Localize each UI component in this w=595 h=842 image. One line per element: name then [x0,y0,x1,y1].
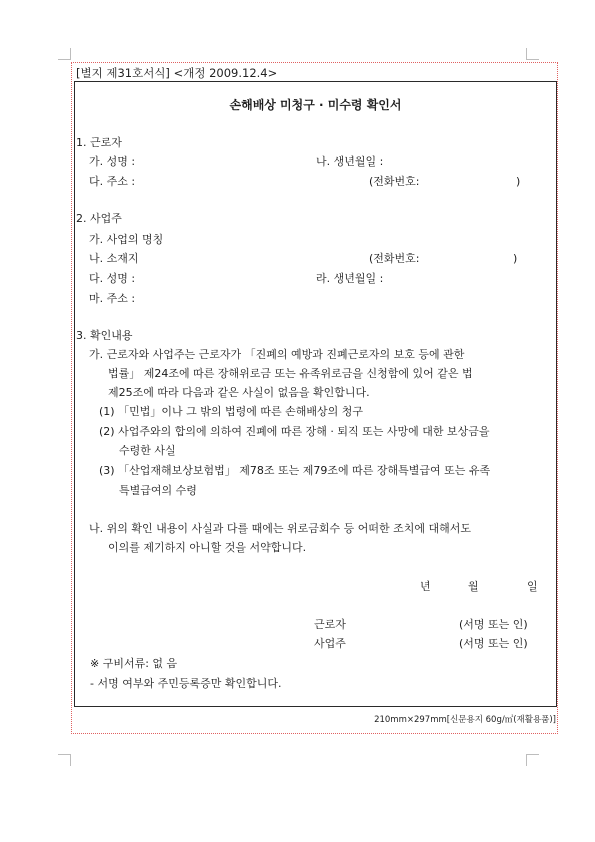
worker-phone-field[interactable]: (전화번호: [369,175,420,188]
employer-phone-field[interactable]: (전화번호: [369,252,420,265]
crop-mark [58,59,70,60]
confirm-item-2-line1: (2) 사업주와의 합의에 의하여 진폐에 따른 장해 · 퇴직 또는 사망에 대한 보상금을 [99,425,490,438]
crop-mark [70,48,71,60]
signature-worker-field[interactable]: (서명 또는 인) [459,618,528,631]
signature-employer-field[interactable]: (서명 또는 인) [459,637,528,650]
document-title: 손해배상 미청구 · 미수령 확인서 [229,98,402,112]
crop-mark [527,59,539,60]
employer-birthdate-field[interactable]: 라. 생년월일 : [316,272,384,285]
worker-phone-close: ) [516,175,521,188]
confirm-a-line3: 제25조에 따라 다음과 같은 사실이 없음을 확인합니다. [108,386,370,399]
business-name-field[interactable]: 가. 사업의 명칭 [89,233,164,246]
employer-phone-close: ) [513,252,518,265]
crop-mark [70,754,71,766]
date-month-label: 월 [468,580,479,593]
section-worker-heading: 1. 근로자 [76,136,122,149]
crop-mark [526,754,527,766]
signature-employer-label: 사업주 [314,637,346,650]
date-year-label: 년 [420,580,431,593]
business-location-field[interactable]: 나. 소재지 [89,252,139,265]
confirm-item-3-line2: 특별급여의 수령 [119,484,197,497]
worker-birthdate-field[interactable]: 나. 생년월일 : [316,155,384,168]
signature-worker-label: 근로자 [314,618,346,631]
section-employer-heading: 2. 사업주 [76,212,122,225]
confirm-item-2-line2: 수령한 사실 [119,444,176,457]
worker-address-field[interactable]: 다. 주소 : [89,175,136,188]
form-header: [별지 제31호서식] <개정 2009.12.4> [76,66,278,80]
employer-address-field[interactable]: 마. 주소 : [89,292,136,305]
confirm-b-line2: 이의를 제기하지 아니할 것을 서약합니다. [108,541,307,554]
employer-name-field[interactable]: 다. 성명 : [89,272,136,285]
date-day-label: 일 [527,580,538,593]
attachments-note: ※ 구비서류: 없 음 [90,657,178,670]
confirm-item-1: (1) 「민법」이나 그 밖의 법령에 따른 손해배상의 청구 [99,405,363,418]
confirm-b-line1: 나. 위의 확인 내용이 사실과 다를 때에는 위로금회수 등 어떠한 조치에 대해서도 [89,522,471,535]
verification-note: - 서명 여부와 주민등록증만 확인합니다. [90,677,282,690]
confirm-item-3-line1: (3) 「산업재해보상보험법」 제78조 또는 제79조에 따른 장해특별급여 또는 유족 [99,464,491,477]
paper-spec-footer: 210mm×297mm[신문용지 60g/㎡(재활용품)] [374,715,556,725]
confirm-a-line1: 가. 근로자와 사업주는 근로자가 「진폐의 예방과 진폐근로자의 보호 등에 관한 [89,348,465,361]
section-confirm-heading: 3. 확인내용 [76,329,133,342]
crop-mark [527,754,539,755]
worker-name-field[interactable]: 가. 성명 : [89,155,136,168]
crop-mark [58,754,70,755]
confirm-a-line2: 법률」 제24조에 따른 장해위로금 또는 유족위로금을 신청함에 있어 같은 법 [108,367,473,380]
